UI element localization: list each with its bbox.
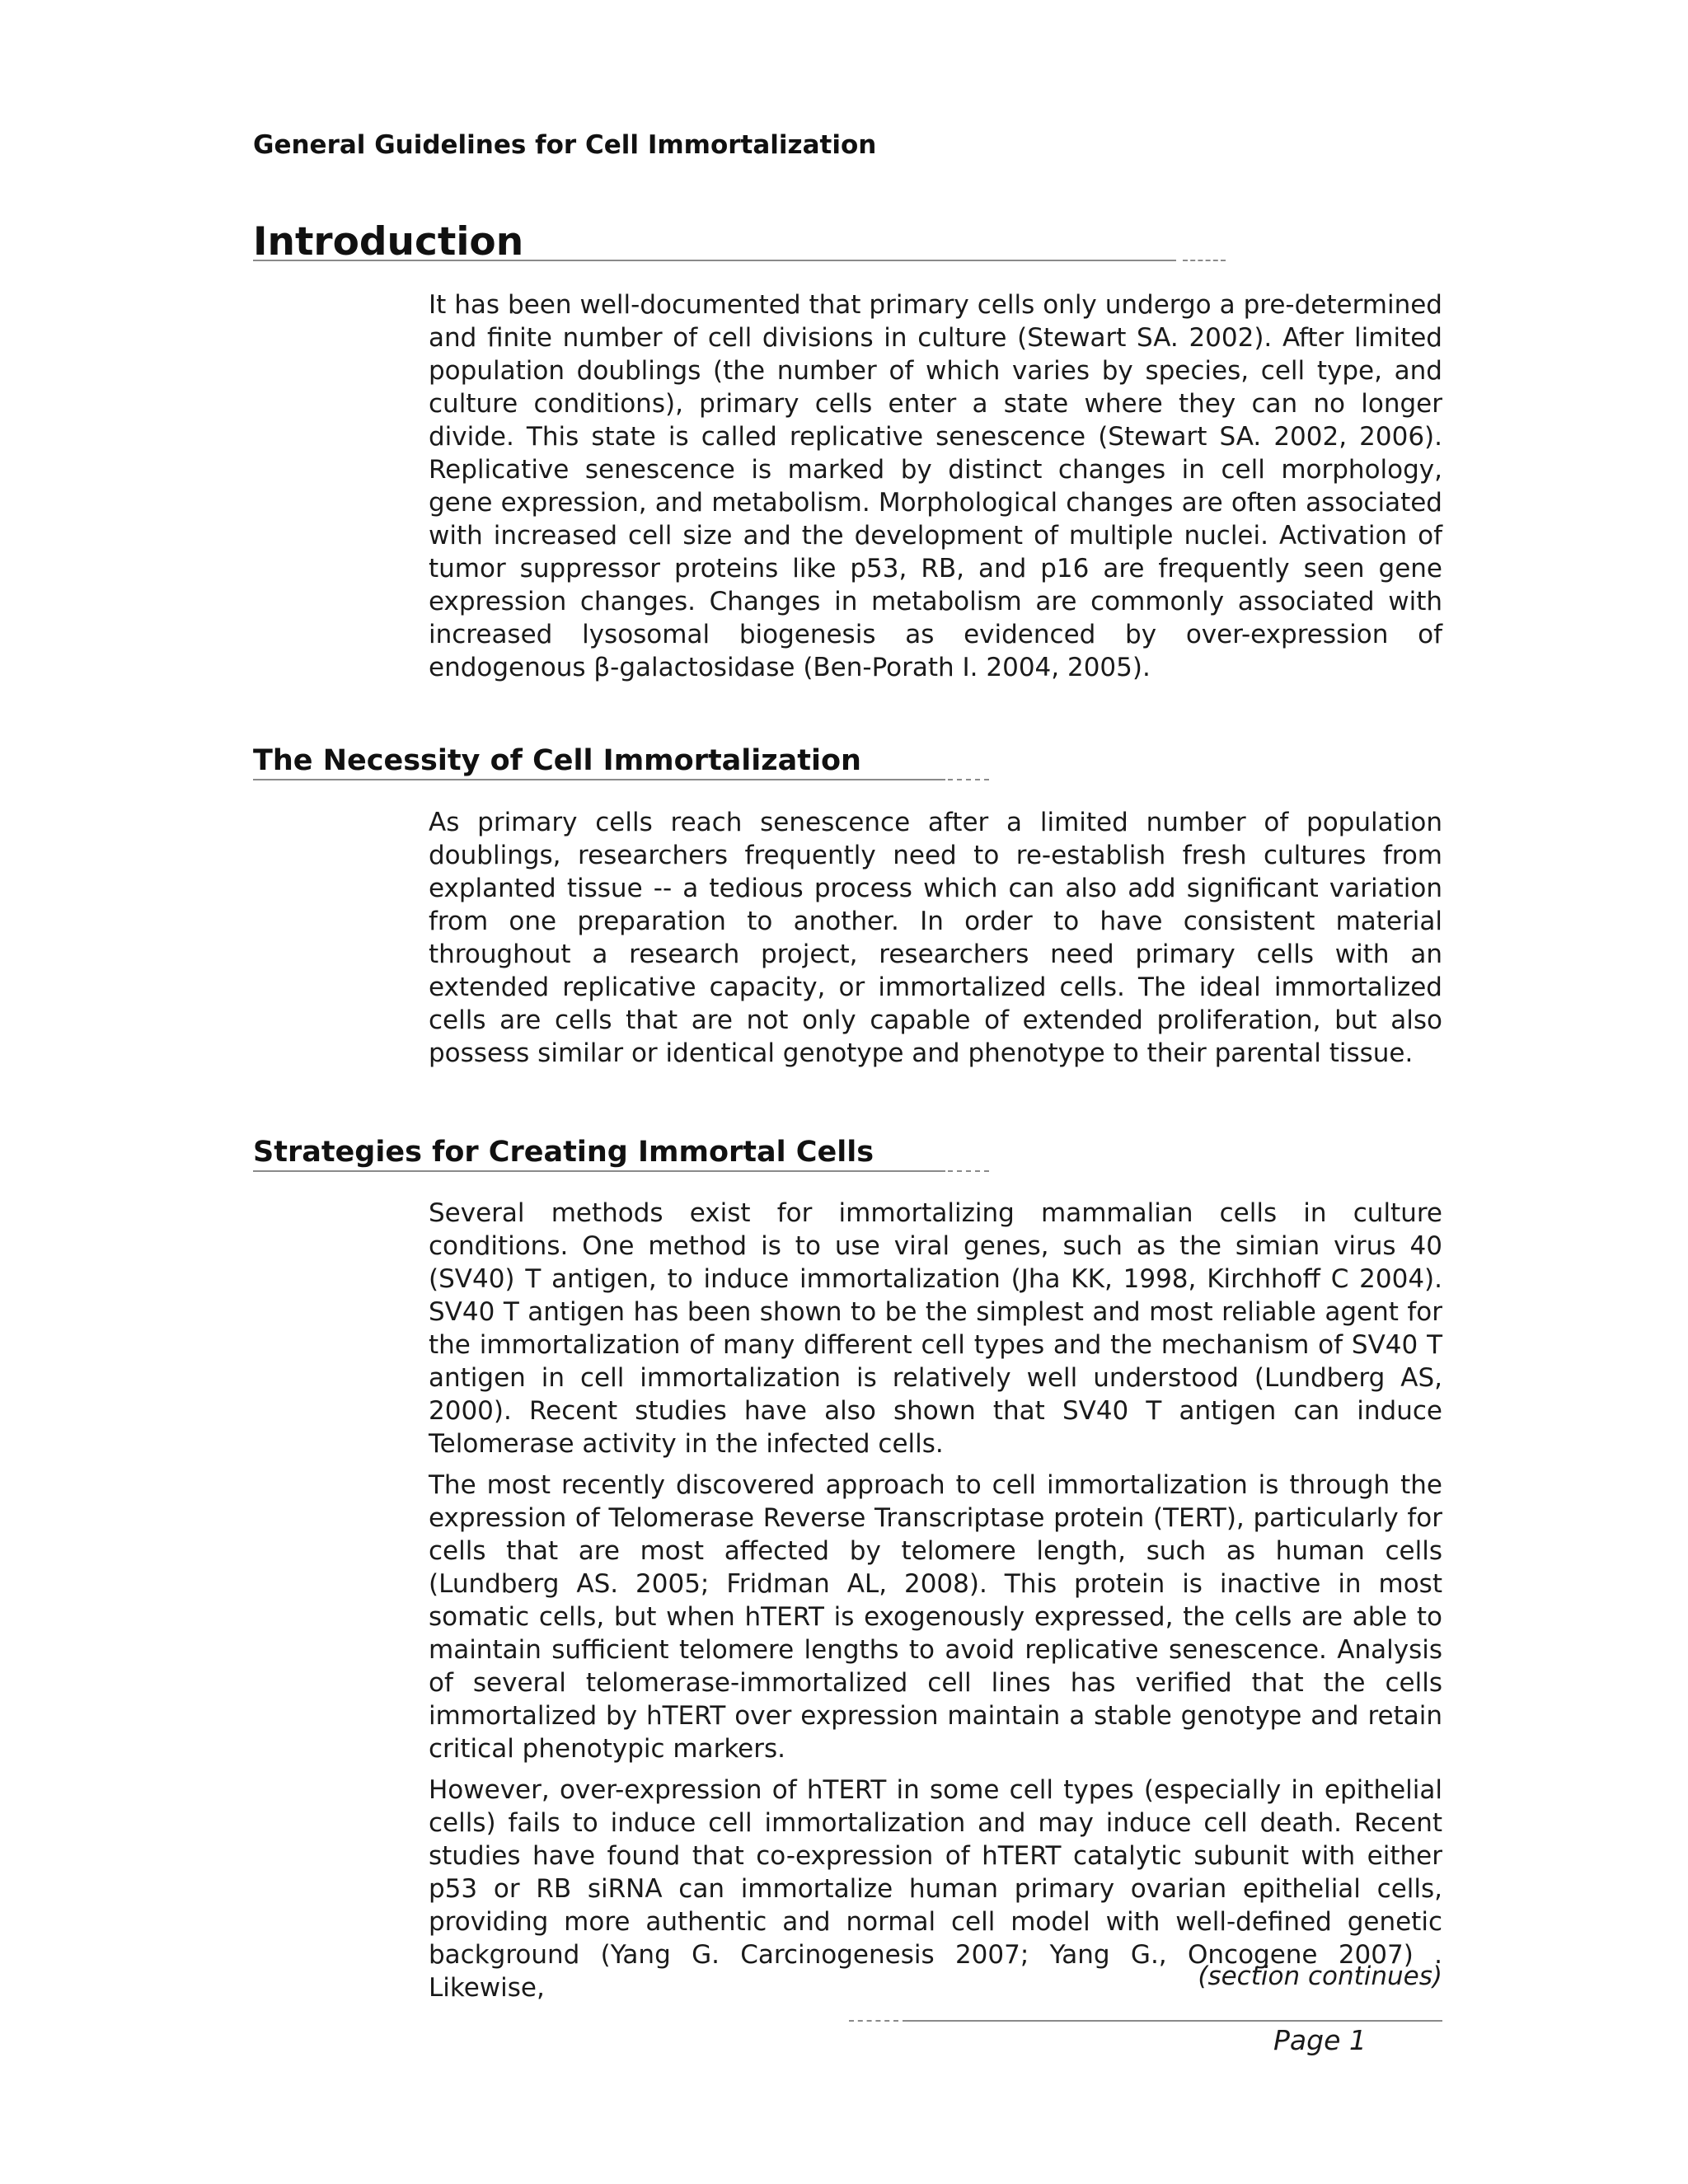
section-heading-introduction: Introduction (253, 219, 524, 265)
continuation-note: (section continues) (1198, 1961, 1442, 1991)
section-rule-dash (1183, 260, 1226, 261)
section-body-introduction (429, 288, 1442, 692)
paragraph: Several methods exist for immortalizing mammalian cells in culture conditions. One method is to use viral genes, such as the simian virus 40 (SV40) T antigen, to induce immortalization (Jha KK, 1998, Kirchhoff C 2004). SV40 T antigen has been shown to be the simplest and most reliable agent for the immortalization of many different cell types and the mechanism of SV40 T antigen in cell immortalization is relatively well understood (Lundberg AS, 2000). Recent studies have also shown that SV40 T antigen can induce Telomerase activity in the infected cells. (429, 1198, 1442, 1459)
section-heading-necessity: The Necessity of Cell Immortalization (253, 744, 861, 777)
paragraph: However, over-expression of hTERT in some cell types (especially in epithelial cells) fails to induce cell immortalization and may induce cell death. Recent studies have found that co-expression of hTERT catalytic subunit with either p53 or RB siRNA can immortalize human primary ovarian epithelial cells, providing more authentic and normal cell model with well-defined genetic background (Yang G. Carcinogenesis 2007; Yang G., Oncogene 2007) . Likewise, (429, 1775, 1442, 2003)
paragraph: As primary cells reach senescence after a limited number of population doublings, researchers frequently need to re-establish fresh cultures from explanted tissue -- a tedious process which can also add significant variation from one preparation to another. In order to have consistent material throughout a research project, researchers need primary cells with an extended replicative capacity, or immortalized cells. The ideal immortalized cells are cells that are not only capable of extended proliferation, but also possess similar or identical genotype and phenotype to their parental tissue. (429, 808, 1442, 1068)
section-rule-dash (948, 1170, 989, 1172)
paragraph: It has been well-documented that primary cells only undergo a pre-determined and finite number of cell divisions in culture (Stewart SA. 2002). After limited population doublings (the number of which varies by species, cell type, and culture conditions), primary cells enter a state where they can no longer divide. This state is called replicative senescence (Stewart SA. 2002, 2006). Replicative senescence is marked by distinct changes in cell morphology, gene expression, and metabolism. Morphological changes are often associated with increased cell size and the development of multiple nuclei. Activation of tumor suppressor proteins like p53, RB, and p16 are frequently seen gene expression changes. Changes in metabolism are commonly associated with increased lysosomal biogenesis as evidenced by over-expression of endogenous β-galactosidase (Ben-Porath I. 2004, 2005). (429, 290, 1442, 682)
section-heading-strategies: Strategies for Creating Immortal Cells (253, 1136, 874, 1169)
section-body-strategies (429, 1197, 1442, 2013)
section-rule-dash (948, 779, 989, 780)
page-number: Page 1 (1273, 2024, 1367, 2056)
section-rule (253, 779, 945, 780)
section-rule (253, 260, 1176, 261)
paragraph: The most recently discovered approach to cell immortalization is through the expression of Telomerase Reverse Transcriptase protein (TERT), particularly for cells that are most affected by telomere length, such as human cells (Lundberg AS. 2005; Fridman AL, 2008). This protein is inactive in most somatic cells, but when hTERT is exogenously expressed, the cells are able to maintain sufficient telomere lengths to avoid replicative senescence. Analysis of several telomerase-immortalized cell lines has verified that the cells immortalized by hTERT over expression maintain a stable genotype and retain critical phenotypic markers. (429, 1470, 1442, 1764)
section-body-necessity (429, 806, 1442, 1078)
footer-rule (903, 2020, 1442, 2022)
footer-rule-dash (849, 2020, 898, 2022)
section-rule (253, 1170, 945, 1172)
running-header-title: General Guidelines for Cell Immortalization (253, 130, 877, 160)
